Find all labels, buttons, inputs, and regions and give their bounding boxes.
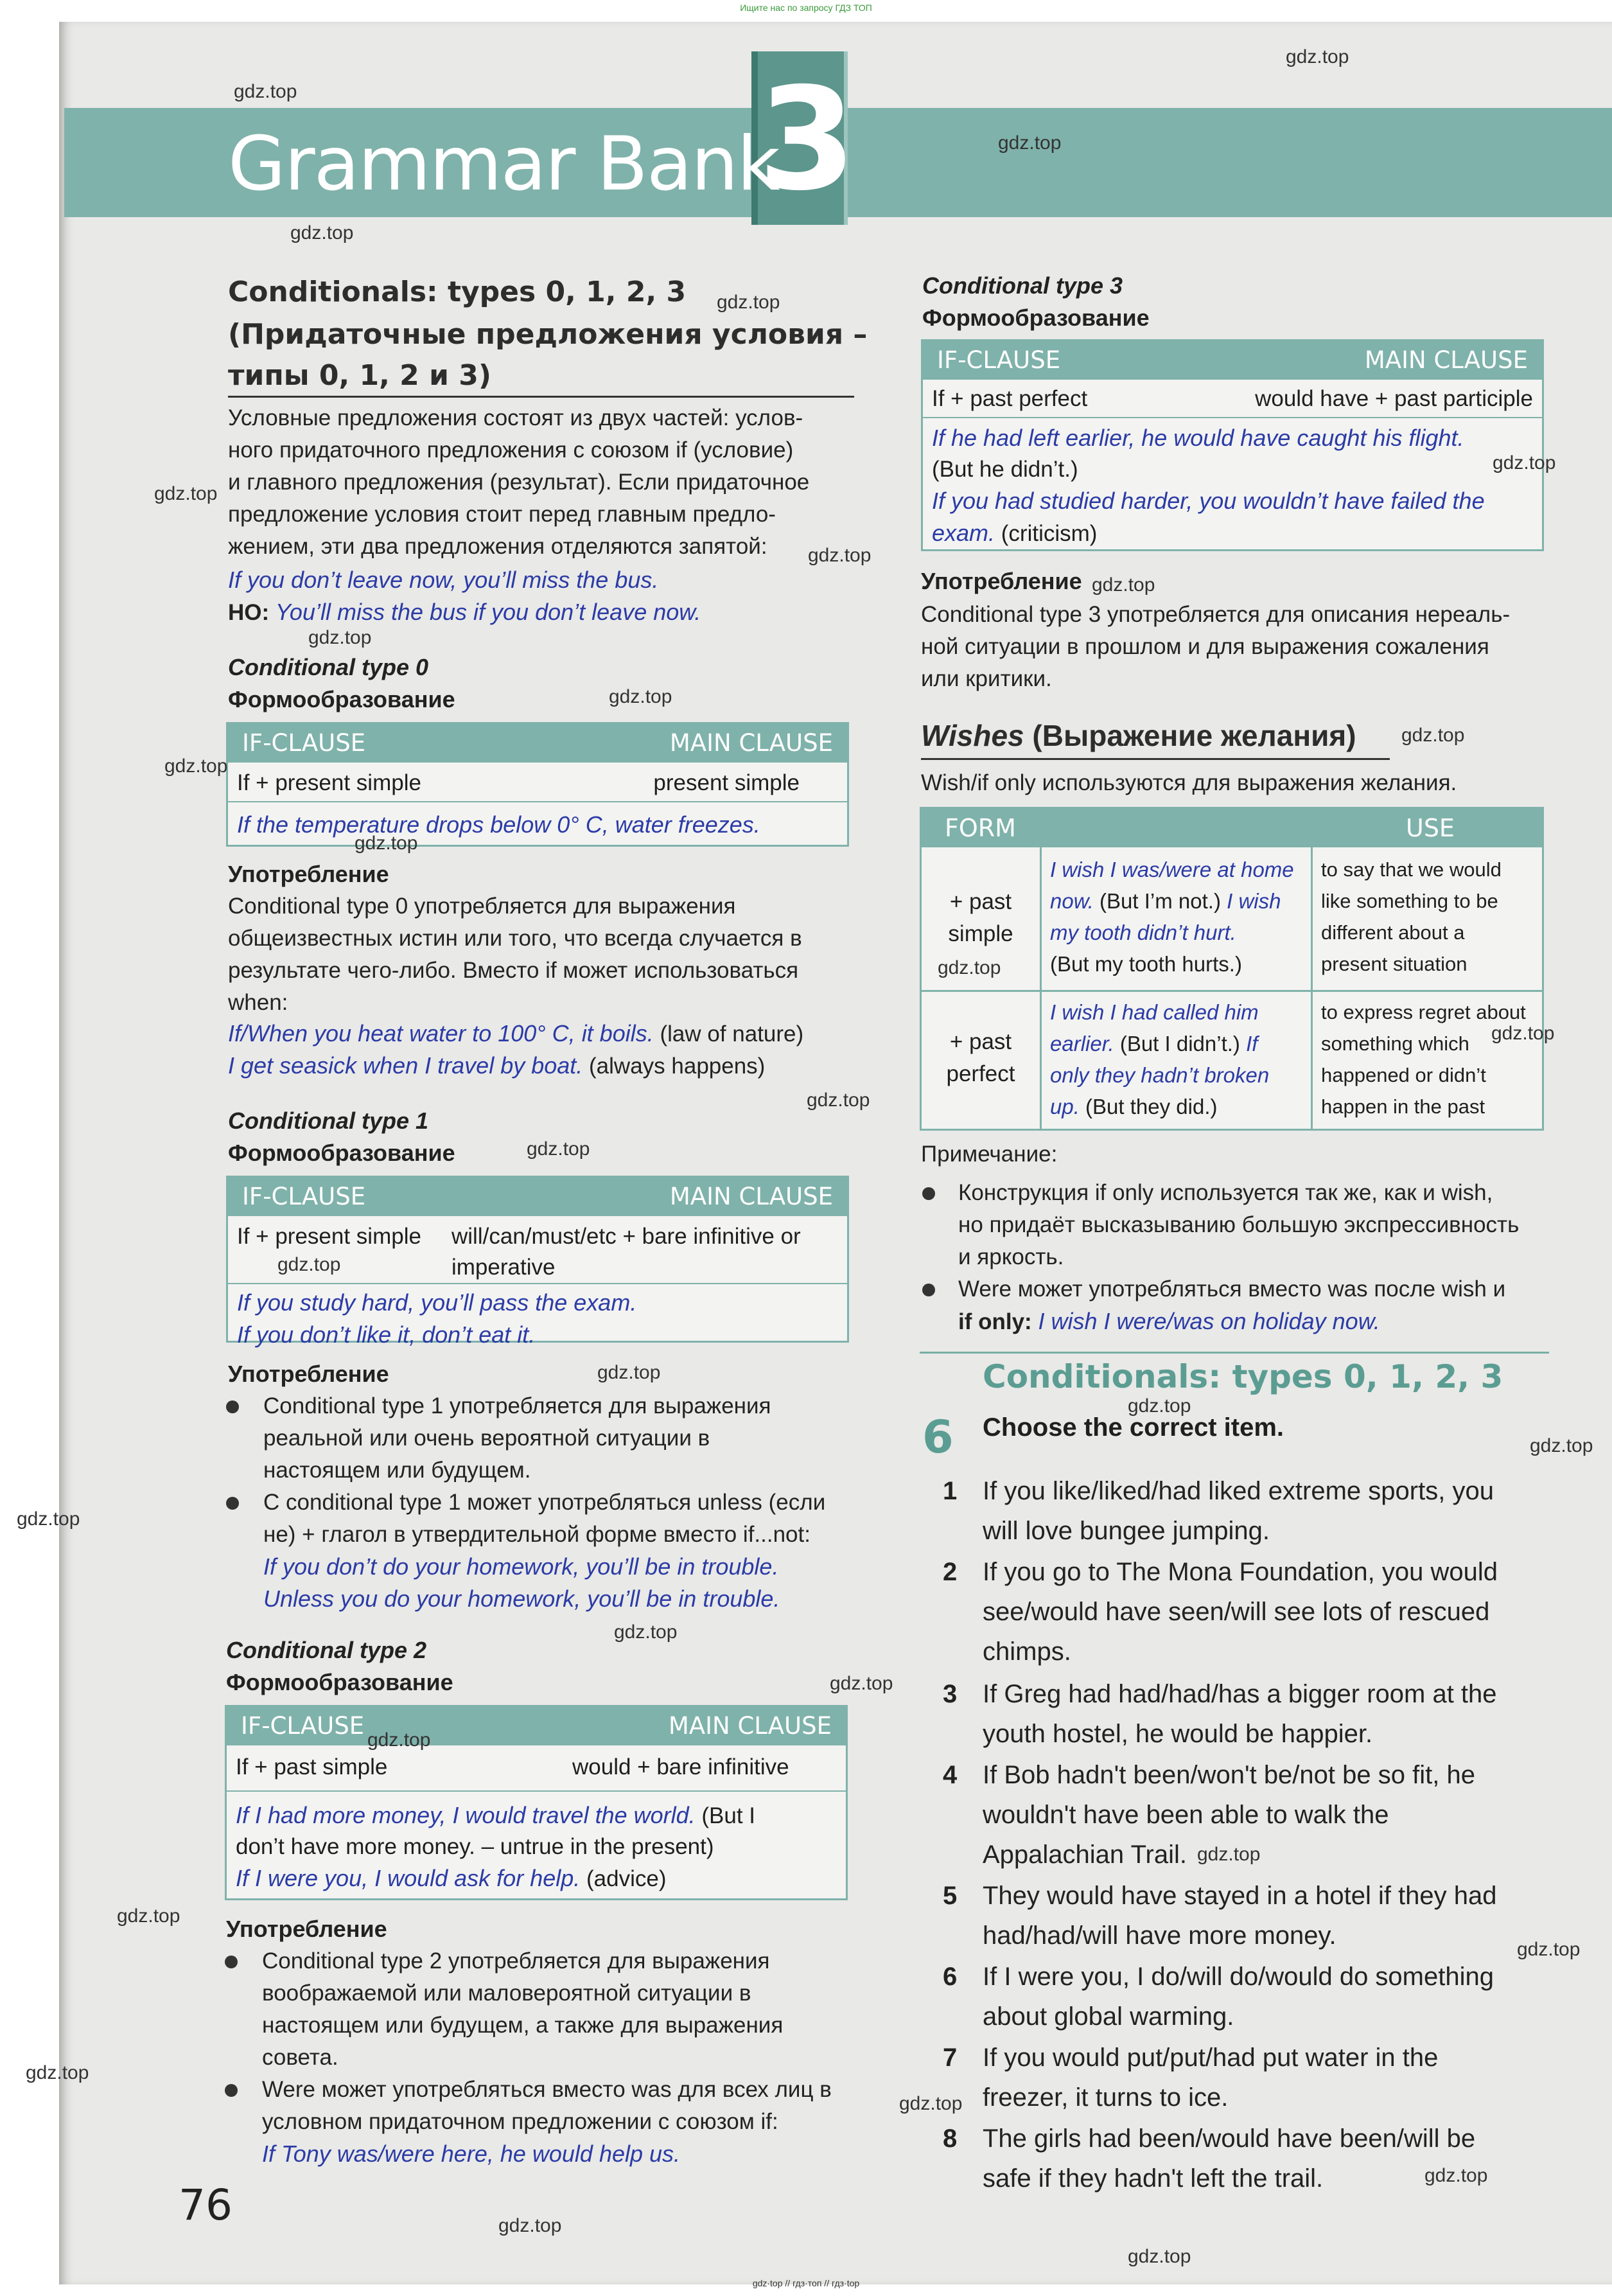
example-text: If — [1246, 1032, 1258, 1055]
unit-number: 3 — [758, 57, 857, 222]
type2-subtitle: Формообразование — [226, 1669, 453, 1695]
wishes-title — [921, 716, 1356, 755]
column-divider — [1040, 809, 1042, 1129]
example-text: I wish I had called him — [1050, 1000, 1259, 1024]
example-text: If you don’t like it, don’t eat it. — [237, 1321, 536, 1348]
example-text: If you had studied harder, you wouldn’t have failed the — [932, 488, 1485, 514]
type0-example-2 — [228, 1050, 765, 1082]
form-text: + past — [949, 1029, 1012, 1054]
watermark: gdz.top — [308, 627, 372, 648]
item-line: If you like/liked/had liked extreme sports, you — [983, 1477, 1494, 1505]
note-line: Конструкция if only используется так же, как и wish, — [958, 1180, 1493, 1205]
note-bullet-2 — [958, 1273, 1549, 1338]
table-header — [923, 341, 1542, 378]
form-main: would have + past participle — [1255, 386, 1533, 411]
section-title-line2: (Придаточные предложения условия – — [228, 318, 868, 351]
item-number: 6 — [943, 1963, 958, 1991]
watermark: gdz.top — [1401, 725, 1465, 746]
watermark: gdz.top — [597, 1362, 661, 1383]
but-label: НО: — [228, 600, 276, 625]
if-clause-header: IF-CLAUSE — [242, 1182, 366, 1210]
note-line: Were может употребляться вместо was после wish и — [958, 1276, 1506, 1302]
use-line: present situation — [1321, 953, 1467, 975]
watermark: gdz.top — [17, 1508, 80, 1530]
top-notice: Ищите нас по запросу ГДЗ ТОП — [740, 3, 872, 13]
watermark: gdz.top — [164, 755, 228, 777]
usage-line: совета. — [262, 2045, 338, 2070]
use-line: happened or didn’t — [1321, 1064, 1486, 1086]
type0-title: Conditional type 0 — [228, 654, 429, 680]
wishes-table — [920, 807, 1544, 1131]
example-note: (But my tooth hurts.) — [1050, 952, 1242, 976]
exercise-instruction: Choose the correct item. — [983, 1413, 1284, 1442]
item-line: freezer, it turns to ice. — [983, 2083, 1229, 2112]
bullet-icon — [225, 1956, 238, 1968]
watermark: gdz.top — [808, 545, 872, 566]
intro-line: предложение условия стоит перед главным предло- — [228, 502, 776, 527]
item-line: safe if they hadn't left the trail. — [983, 2164, 1324, 2193]
example-text: up. — [1050, 1095, 1080, 1118]
watermark: gdz.top — [117, 1905, 180, 1927]
example-row — [228, 801, 847, 845]
use-past-simple — [1321, 854, 1539, 980]
example-text: my tooth didn’t hurt. — [1050, 921, 1236, 944]
watermark: gdz.top — [1128, 2246, 1191, 2267]
watermark: gdz.top — [1491, 1023, 1555, 1044]
example-note: (But I — [695, 1803, 756, 1828]
main-clause-header: MAIN CLAUSE — [668, 1711, 832, 1740]
usage-line: Conditional type 3 употребляется для описания нереаль- — [921, 602, 1511, 627]
wishes-title-rule — [921, 758, 1390, 760]
watermark: gdz.top — [154, 483, 218, 504]
example-text: If I were you, I would ask for help. — [236, 1865, 581, 1891]
if-clause-header: IF-CLAUSE — [242, 729, 366, 757]
example-text: If you don’t do your homework, you’ll be in trouble. — [263, 1553, 779, 1580]
type2-table — [225, 1705, 848, 1900]
form-main: will/can/must/etc + bare infinitive or — [451, 1224, 801, 1249]
example-text: Unless you do your homework, you’ll be in trouble. — [263, 1585, 780, 1612]
intro-line: Условные предложения состоят из двух частей: услов- — [228, 405, 803, 430]
use-line: something which — [1321, 1032, 1469, 1055]
type3-usage — [921, 599, 1550, 695]
item-number: 7 — [943, 2044, 958, 2072]
wishes-title-ru: (Выражение желания) — [1024, 719, 1356, 752]
example-note: (law of nature) — [653, 1021, 804, 1046]
main-clause-header: MAIN CLAUSE — [1364, 346, 1528, 374]
item-number: 5 — [943, 1882, 958, 1910]
exercise-item — [943, 1876, 1546, 1957]
item-line: youth hostel, he would be happier. — [983, 1720, 1373, 1748]
exercise-item — [943, 2119, 1546, 2200]
exercise-rule — [920, 1352, 1549, 1354]
item-number: 2 — [943, 1558, 958, 1586]
use-header: USE — [1406, 814, 1455, 842]
type0-usage-title: Употребление — [228, 861, 389, 887]
row-divider — [922, 990, 1542, 992]
type2-title: Conditional type 2 — [226, 1637, 427, 1663]
type0-example-1 — [228, 1018, 803, 1050]
form-if: If + present simple — [237, 770, 421, 795]
item-line: had/had/will have more money. — [983, 1921, 1336, 1950]
use-line: different about a — [1321, 921, 1465, 944]
section-title-line3: типы 0, 1, 2 и 3) — [228, 359, 491, 392]
note-line: и яркость. — [958, 1244, 1064, 1269]
form-past-simple — [922, 886, 1040, 950]
example-text: earlier. — [1050, 1032, 1114, 1055]
example-note: (advice) — [580, 1866, 667, 1891]
bullet-icon — [226, 1497, 239, 1510]
usage-line: Conditional type 1 употребляется для выражения — [263, 1393, 771, 1418]
usage-line: ной ситуации в прошлом и для выражения сожаления — [921, 634, 1489, 659]
example-text: only they hadn’t broken — [1050, 1063, 1270, 1087]
example-note: don’t have more money. – untrue in the present) — [236, 1834, 714, 1859]
intro-example-1: If you don’t leave now, you’ll miss the bus. — [228, 567, 659, 593]
example-text: I wish I was/were at home — [1050, 858, 1294, 881]
item-line: The girls had been/would have been/will be — [983, 2124, 1476, 2153]
form-main-cont: imperative — [451, 1255, 556, 1280]
watermark: gdz.top — [527, 1138, 590, 1160]
form-row — [227, 1744, 846, 1790]
exercise-list — [943, 1471, 1546, 2200]
section-title-line1: Conditionals: types 0, 1, 2, 3 — [228, 276, 687, 308]
usage-line: реальной или очень вероятной ситуации в — [263, 1426, 710, 1451]
example-note: (But he didn’t.) — [932, 457, 1078, 482]
item-line: wouldn't have been able to walk the — [983, 1801, 1389, 1829]
exercise-item — [943, 1552, 1546, 1674]
watermark: gdz.top — [1424, 2165, 1488, 2186]
form-text: simple — [948, 921, 1013, 946]
type2-usage-bullet-2 — [262, 2074, 850, 2170]
item-line: about global warming. — [983, 2002, 1234, 2031]
usage-line: не) + глагол в утвердительной форме вместо if...not: — [263, 1522, 810, 1547]
form-header: FORM — [945, 814, 1016, 842]
main-clause-header: MAIN CLAUSE — [669, 1182, 833, 1210]
watermark: gdz.top — [830, 1673, 893, 1694]
watermark: gdz.top — [1286, 46, 1349, 67]
usage-line: результате чего-либо. Вместо if может использоваться — [228, 958, 799, 983]
example-note: (But they did.) — [1079, 1095, 1218, 1118]
example-text: exam. — [932, 520, 995, 546]
usage-line: воображаемой или маловероятной ситуации в — [262, 1981, 751, 2006]
watermark: gdz.top — [1092, 574, 1155, 596]
page-number: 76 — [179, 2180, 232, 2230]
table-header — [228, 1178, 847, 1215]
exercise-section-title: Conditionals: types 0, 1, 2, 3 — [983, 1358, 1503, 1395]
item-number: 3 — [943, 1680, 958, 1708]
watermark: gdz.top — [938, 957, 1001, 978]
watermark: gdz.top — [899, 2093, 963, 2114]
usage-line: или критики. — [921, 666, 1052, 691]
example-text: I wish — [1227, 889, 1281, 913]
item-line: If you go to The Mona Foundation, you would — [983, 1558, 1498, 1586]
example-note: (always happens) — [583, 1054, 766, 1079]
usage-line: Conditional type 2 употребляется для выражения — [262, 1948, 770, 1974]
exercise-number: 6 — [922, 1411, 954, 1463]
watermark: gdz.top — [614, 1621, 678, 1643]
note-title: Примечание: — [921, 1142, 1058, 1167]
item-line: see/would have seen/will see lots of rescued — [983, 1598, 1490, 1626]
watermark: gdz.top — [1128, 1395, 1191, 1417]
example-row — [923, 417, 1542, 549]
type1-subtitle: Формообразование — [228, 1140, 455, 1166]
example-note: (But I didn’t.) — [1114, 1032, 1247, 1055]
watermark: gdz.top — [1197, 1844, 1261, 1865]
type0-usage — [228, 890, 857, 1019]
watermark: gdz.top — [1493, 452, 1556, 473]
type2-usage-bullet-1 — [262, 1945, 850, 2074]
note-bullet-1 — [958, 1177, 1549, 1273]
watermark: gdz.top — [277, 1254, 341, 1275]
example-row — [227, 1790, 846, 1894]
table-header — [228, 724, 847, 761]
exercise-item — [943, 1471, 1546, 1552]
watermark: gdz.top — [998, 132, 1062, 154]
if-clause-header: IF-CLAUSE — [241, 1711, 365, 1740]
bottom-notice: gdz·top // гдз·топ // гдз·top — [752, 2278, 860, 2288]
example-text: If he had left earlier, he would have caught his flight. — [932, 425, 1464, 451]
type1-title: Conditional type 1 — [228, 1108, 429, 1134]
exercise-item — [943, 1674, 1546, 1755]
main-clause-header: MAIN CLAUSE — [669, 729, 833, 757]
intro-line: и главного предложения (результат). Если придаточное — [228, 470, 810, 495]
watermark: gdz.top — [498, 2215, 562, 2236]
bullet-icon — [922, 1284, 935, 1296]
form-if: If + present simple — [237, 1224, 421, 1249]
exercise-item — [943, 1957, 1546, 2038]
form-past-perfect — [922, 1026, 1040, 1090]
usage-line: настоящем или будущем, а также для выражения — [262, 2013, 784, 2038]
form-main: present simple — [653, 770, 800, 795]
form-main: would + bare infinitive — [572, 1754, 789, 1779]
example-text: I wish I were/was on holiday now. — [1038, 1308, 1380, 1334]
type2-usage-title: Употребление — [226, 1916, 387, 1942]
item-line: If Greg had had/had/has a bigger room at the — [983, 1680, 1497, 1708]
watermark: gdz.top — [367, 1729, 431, 1751]
watermark: gdz.top — [807, 1090, 870, 1111]
watermark: gdz.top — [290, 222, 354, 243]
form-text: perfect — [946, 1061, 1015, 1086]
usage-line: С conditional type 1 может употребляться unless (если — [263, 1490, 826, 1515]
item-number: 1 — [943, 1477, 958, 1505]
usage-line: Conditional type 0 употребляется для выражения — [228, 894, 736, 919]
example-note: (But I’m not.) — [1093, 889, 1227, 913]
form-text: + past — [949, 889, 1012, 914]
watermark: gdz.top — [26, 2062, 89, 2083]
example-text: If you study hard, you’ll pass the exam. — [237, 1289, 637, 1316]
usage-line: настоящем или будущем. — [263, 1458, 531, 1483]
intro-example-2 — [228, 596, 701, 629]
type1-usage-title: Употребление — [228, 1361, 389, 1387]
example-text: If I had more money, I would travel the world. — [236, 1802, 696, 1828]
form-row — [228, 761, 847, 801]
use-line: happen in the past — [1321, 1095, 1485, 1118]
exercise-item — [943, 2038, 1546, 2119]
item-number: 4 — [943, 1761, 958, 1789]
intro-line: ного придаточного предложения с союзом if (условие) — [228, 437, 794, 463]
item-line: If I were you, I do/will do/would do something — [983, 1963, 1494, 1991]
item-line: If you would put/put/had put water in the — [983, 2044, 1439, 2072]
example-note: (criticism) — [995, 521, 1098, 546]
watermark: gdz.top — [717, 292, 780, 313]
column-divider — [1311, 809, 1313, 1129]
if-clause-header: IF-CLAUSE — [937, 346, 1061, 374]
intro-line: жением, эти два предложения отделяются запятой: — [228, 534, 767, 559]
wishes-intro: Wish/if only используются для выражения желания. — [921, 770, 1457, 795]
type3-table — [921, 339, 1544, 551]
type1-usage-bullet-2 — [263, 1487, 854, 1615]
note-prefix: if only: — [958, 1309, 1038, 1334]
usage-line: when: — [228, 990, 288, 1015]
item-number: 8 — [943, 2124, 958, 2153]
use-line: like something to be — [1321, 890, 1498, 912]
example-text: If/When you heat water to 100° C, it boils. — [228, 1020, 654, 1046]
form-if: If + past simple — [236, 1754, 388, 1779]
use-line: to say that we would — [1321, 858, 1502, 881]
type0-table — [226, 722, 849, 847]
usage-line: Were может употребляться вместо was для всех лиц в — [262, 2077, 832, 2102]
type3-usage-title: Употребление — [921, 568, 1082, 594]
watermark: gdz.top — [1530, 1435, 1593, 1456]
watermark: gdz.top — [355, 833, 418, 854]
example-text: You’ll miss the bus if you don’t leave now. — [275, 599, 701, 625]
watermark: gdz.top — [609, 686, 672, 707]
watermark: gdz.top — [1517, 1939, 1581, 1960]
note-line: но придаёт высказыванию большую экспрессивность — [958, 1212, 1520, 1237]
form-row — [923, 378, 1542, 417]
item-line: will love bungee jumping. — [983, 1517, 1270, 1545]
item-line: They would have stayed in a hotel if they had — [983, 1882, 1497, 1910]
example-row — [228, 1283, 847, 1348]
meaning-past-simple — [1050, 854, 1307, 980]
example-text: If Tony was/were here, he would help us. — [262, 2141, 681, 2167]
meaning-past-perfect — [1050, 996, 1307, 1122]
bullet-icon — [225, 2084, 238, 2097]
type0-subtitle: Формообразование — [228, 686, 455, 712]
use-past-perfect — [1321, 996, 1539, 1122]
wishes-title-en: Wishes — [921, 719, 1024, 752]
type3-subtitle: Формообразование — [922, 305, 1150, 331]
intro-paragraph — [228, 402, 857, 563]
usage-line: условном придаточном предложении с союзом if: — [262, 2109, 778, 2134]
type1-usage-bullet-1 — [263, 1390, 854, 1487]
type3-title: Conditional type 3 — [922, 272, 1123, 299]
usage-line: общеизвестных истин или того, что всегда случается в — [228, 926, 802, 951]
watermark: gdz.top — [234, 81, 297, 102]
item-line: chimps. — [983, 1638, 1071, 1666]
table-header — [227, 1707, 846, 1744]
section-title-rule — [228, 396, 854, 398]
example-text: If the temperature drops below 0° C, water freezes. — [237, 811, 760, 838]
example-text: I get seasick when I travel by boat. — [228, 1052, 583, 1079]
item-line: Appalachian Trail. — [983, 1841, 1187, 1869]
bullet-icon — [922, 1187, 935, 1200]
form-if: If + past perfect — [932, 386, 1088, 411]
example-text: now. — [1050, 889, 1094, 913]
page-title: Grammar Bank — [228, 121, 779, 208]
item-line: If Bob hadn't been/won't be/not be so fit, he — [983, 1761, 1475, 1789]
bullet-icon — [226, 1400, 239, 1413]
use-line: to express regret about — [1321, 1001, 1526, 1023]
